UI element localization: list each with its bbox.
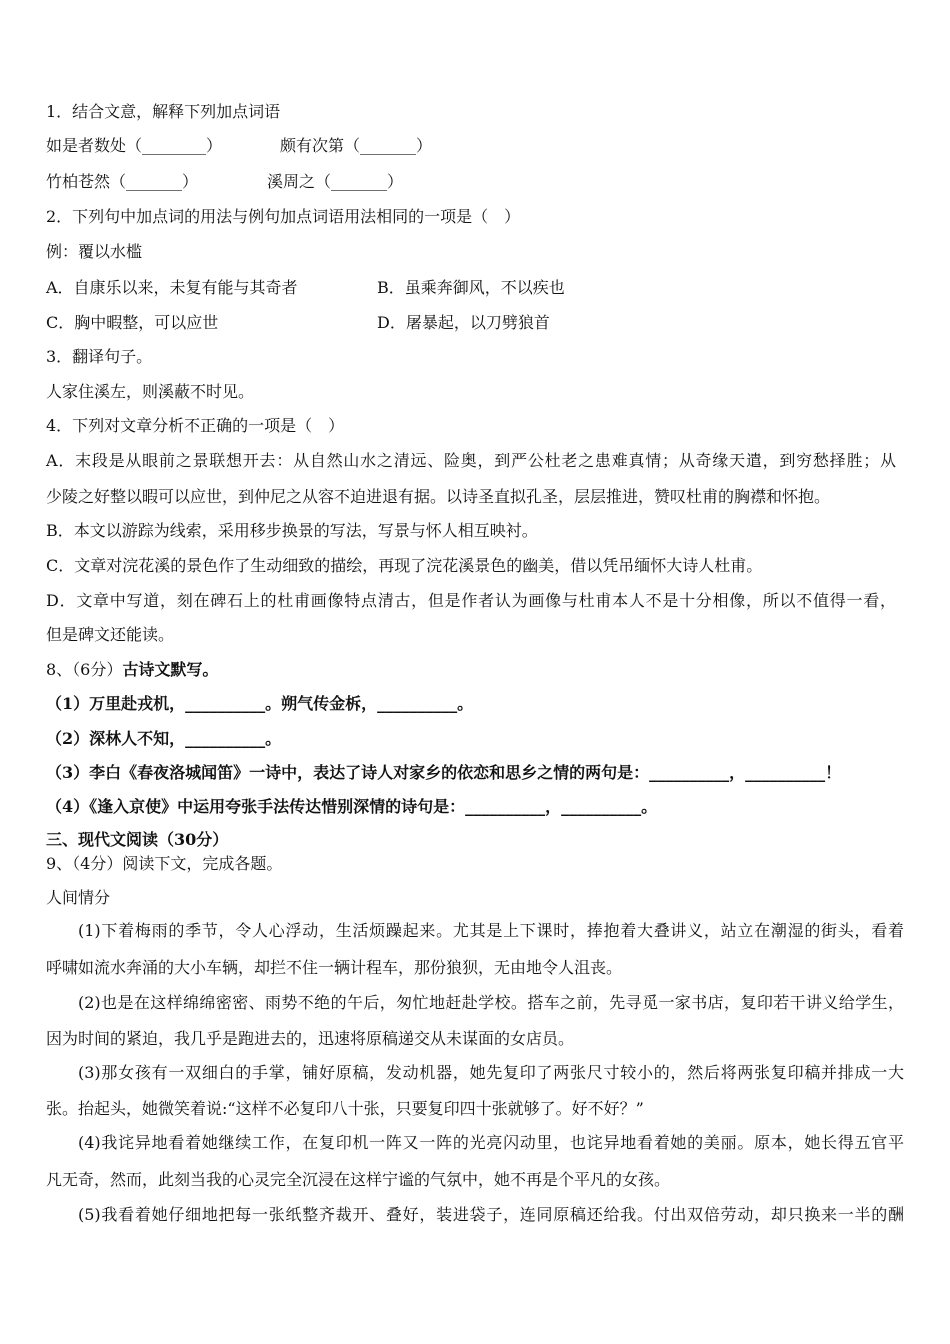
q9-heading [46, 853, 282, 875]
q1-item-d: 溪周之（_______） [267, 172, 404, 191]
paragraph-5-line1: (5)我看着她仔细地把每一张纸整齐裁开、叠好，装进袋子，连同原稿还给我。付出双倍劳动，却只换来一半的酬 [78, 1205, 904, 1224]
q1-item-c: 竹柏苍然（_______） [46, 172, 199, 191]
q8-title: 古诗文默写。 [122, 660, 219, 679]
q4-option-a-line1: A．末段是从眼前之景联想开去：从自然山水之清远、险奥，到严公杜老之患难真情；从奇缘天遣，到穷愁择胜；从 [46, 451, 896, 470]
q2-option-b: B．虽乘奔御风，不以疾也 [377, 278, 565, 297]
q2-option-c: C．胸中暇整，可以应世 [46, 313, 219, 332]
paragraph-3-line1: (3)那女孩有一双细白的手掌，铺好原稿，发动机器，她先复印了两张尺寸较小的，然后将两张复印稿并排成一大 [78, 1063, 904, 1082]
q4-option-c: C．文章对浣花溪的景色作了生动细致的描绘，再现了浣花溪景色的幽美，借以凭吊缅怀大诗人杜甫。 [46, 556, 763, 575]
q9-title: 阅读下文，完成各题。 [122, 854, 283, 873]
q4-option-b: B．本文以游踪为线索，采用移步换景的写法，写景与怀人相互映衬。 [46, 521, 538, 540]
q4-option-d-line1: D．文章中写道，刻在碑石上的杜甫画像特点清古，但是作者认为画像与杜甫本人不是十分相像，所以不值得一看， [46, 591, 896, 610]
article-title: 人间情分 [46, 888, 111, 907]
q1-item-b: 颇有次第（_______） [280, 136, 433, 155]
q3-sentence: 人家住溪左，则溪蔽不时见。 [46, 382, 255, 401]
q9-number: 9、（4分） [46, 854, 123, 873]
q4-option-d-line2: 但是碑文还能读。 [46, 625, 175, 644]
q8-number: 8、（6分） [46, 660, 123, 679]
paragraph-4-line2: 凡无奇，然而，此刻当我的心灵完全沉浸在这样宁谧的气氛中，她不再是个平凡的女孩。 [46, 1170, 671, 1189]
paragraph-2-line1: (2)也是在这样绵绵密密、雨势不绝的午后，匆忙地赶赴学校。搭车之前，先寻觅一家书店，复印若干讲义给学生， [78, 993, 904, 1012]
paragraph-3-line2: 张。抬起头，她微笑着说:“这样不必复印八十张，只要复印四十张就够了。好不好？” [46, 1099, 644, 1118]
q3-title: 3．翻译句子。 [46, 347, 153, 366]
q4-option-a-line2: 少陵之好整以暇可以应世，到仲尼之从容不迫进退有据。以诗圣直拟孔圣，层层推进，赞叹杜甫的胸襟和怀抱。 [46, 487, 831, 506]
q8-heading [46, 659, 218, 681]
q2-option-a: A．自康乐以来，未复有能与其奇者 [46, 278, 298, 297]
q2-example: 例：覆以水槛 [46, 242, 143, 261]
q8-item-2: （2）深林人不知，__________。 [46, 729, 282, 748]
paragraph-2-line2: 因为时间的紧迫，我几乎是跑进去的，迅速将原稿递交从未谋面的女店员。 [46, 1029, 575, 1048]
q2-option-d: D．屠暴起，以刀劈狼首 [377, 313, 550, 332]
q8-item-1: （1）万里赴戎机，__________。朔气传金柝，__________。 [46, 694, 474, 713]
q4-title: 4．下列对文章分析不正确的一项是（ ） [46, 416, 345, 435]
section-heading: 三、现代文阅读（30分） [46, 830, 229, 849]
q8-item-4: （4）《逢入京使》中运用夸张手法传达惜别深情的诗句是：__________，__________。 [46, 797, 658, 816]
q1-title: 1．结合文意，解释下列加点词语 [46, 102, 281, 121]
paragraph-4-line1: (4)我诧异地看着她继续工作，在复印机一阵又一阵的光亮闪动里，也诧异地看着她的美丽。原本，她长得五官平 [78, 1133, 904, 1152]
q2-title: 2．下列句中加点词的用法与例句加点词语用法相同的一项是（ ） [46, 207, 521, 226]
q8-item-3: （3）李白《春夜洛城闻笛》一诗中，表达了诗人对家乡的依恋和思乡之情的两句是：__________，__________！ [46, 763, 842, 782]
paragraph-1-line2: 呼啸如流水奔涌的大小车辆，却拦不住一辆计程车，那份狼狈，无由地令人沮丧。 [46, 958, 623, 977]
q1-item-a: 如是者数处（________） [46, 136, 223, 155]
paragraph-1-line1: (1)下着梅雨的季节，令人心浮动，生活烦躁起来。尤其是上下课时，捧抱着大叠讲义，站立在潮湿的街头，看着 [78, 921, 904, 940]
